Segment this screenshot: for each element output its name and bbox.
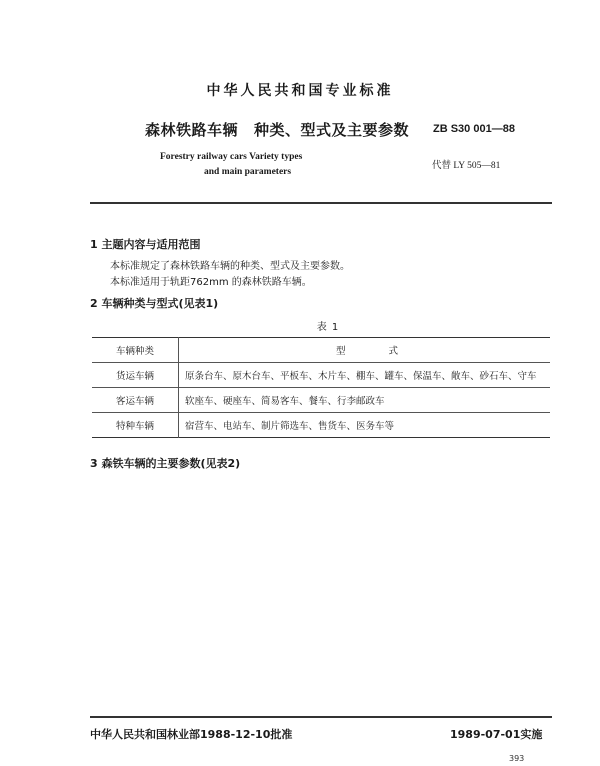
section-1-paragraph-2: 本标准适用于轨距762mm 的森林铁路车辆。 [110, 277, 312, 288]
vehicle-types-table [92, 337, 550, 438]
section-3-heading: 3 森铁车辆的主要参数(见表2) [90, 457, 241, 470]
vehicle-types-cell: 宿营车、电站车、制片筛选车、售货车、医务车等 [185, 421, 395, 432]
vehicle-kind-cell: 特种车辆 [92, 413, 179, 438]
effective-date: 1989-07-01实施 [450, 728, 543, 741]
issuing-authority: 中华人民共和国专业标准 [206, 83, 394, 99]
header-type: 型 式 [335, 346, 399, 357]
table-header-row [92, 338, 550, 363]
header-vehicle-kind: 车辆种类 [92, 338, 179, 363]
standard-title-cn [145, 119, 409, 140]
title-cn-part2: 种类、型式及主要参数 [254, 121, 410, 139]
section-1-heading: 1 主题内容与适用范围 [90, 238, 201, 251]
title-en-line2: and main parameters [204, 167, 292, 177]
page-number: 393 [509, 754, 525, 763]
vehicle-kind-cell: 客运车辆 [92, 388, 179, 413]
table-row [92, 413, 550, 438]
vehicle-kind-cell: 货运车辆 [92, 363, 179, 388]
title-en-line1: Forestry railway cars Variety types [160, 152, 303, 162]
header-divider [90, 202, 552, 204]
standard-code: ZB S30 001—88 [433, 123, 515, 135]
vehicle-types-cell: 原条台车、原木台车、平板车、木片车、棚车、罐车、保温车、敞车、砂石车、守车 [185, 371, 537, 382]
table-1-caption: 表 1 [316, 322, 340, 333]
replaces-standard: 代替 LY 505—81 [432, 161, 501, 171]
section-1-paragraph-1: 本标准规定了森林铁路车辆的种类、型式及主要参数。 [110, 261, 350, 272]
footer-divider [90, 716, 552, 718]
table-row [92, 363, 550, 388]
section-2-heading: 2 车辆种类与型式(见表1) [90, 297, 219, 310]
title-cn-part1: 森林铁路车辆 [145, 121, 239, 139]
vehicle-types-cell: 软座车、硬座车、简易客车、餐车、行李邮政车 [185, 396, 385, 407]
approval-line: 中华人民共和国林业部1988-12-10批准 [90, 728, 293, 741]
table-row [92, 388, 550, 413]
